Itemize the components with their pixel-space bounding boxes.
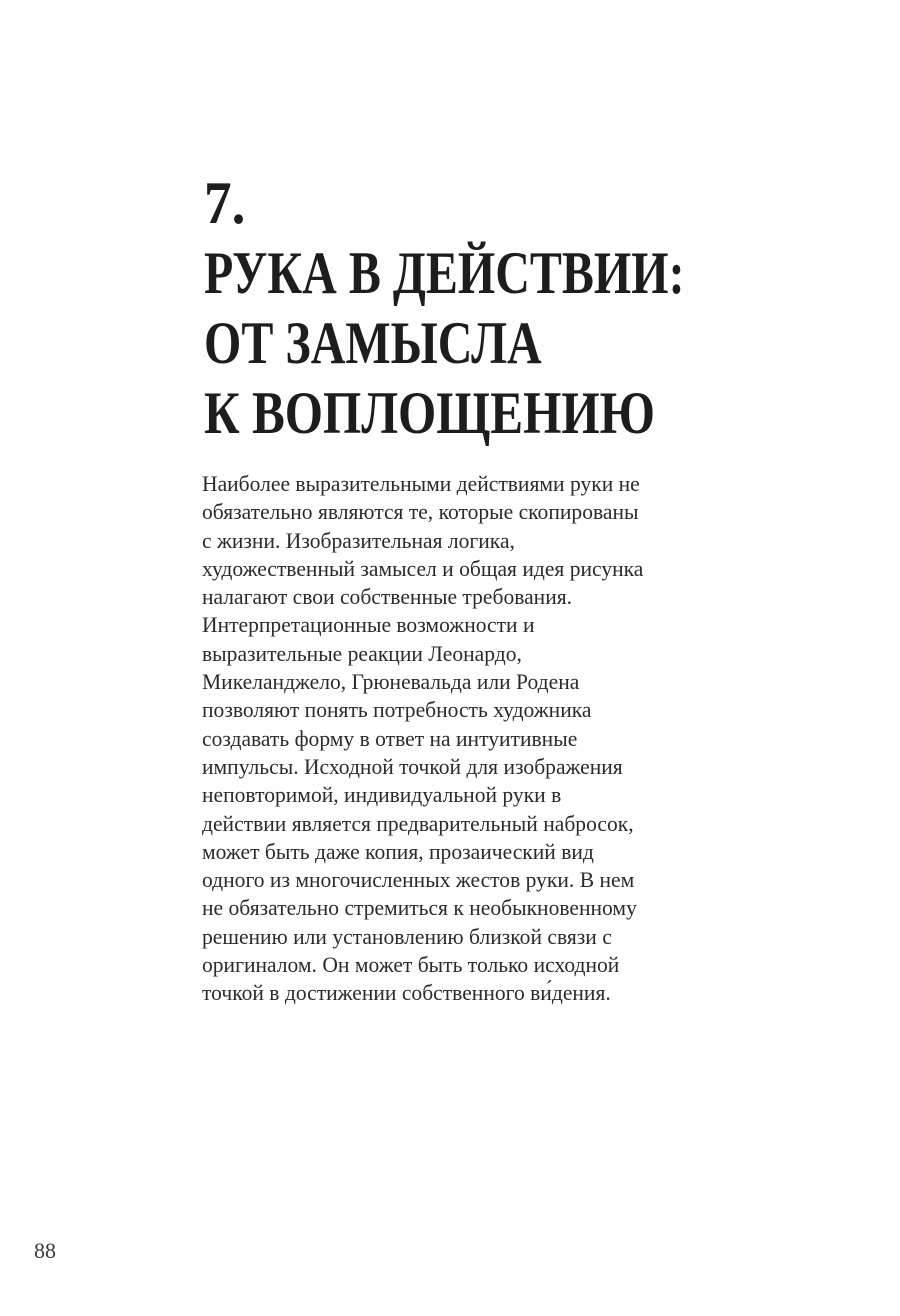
- paragraph-line: Интерпретационные возможности и: [202, 612, 535, 638]
- paragraph-line: неповторимой, индивидуальной руки в: [202, 782, 562, 808]
- paragraph-line: художественный замысел и общая идея рисунка: [202, 555, 644, 581]
- paragraph-line: создавать форму в ответ на интуитивные: [202, 725, 578, 751]
- paragraph-line: Наиболее выразительными действиями руки не: [202, 471, 640, 496]
- chapter-number: 7.: [204, 170, 246, 236]
- paragraph-line: импульсы. Исходной точкой для изображения: [202, 753, 623, 779]
- chapter-intro-paragraph: [202, 470, 802, 1008]
- chapter-title-line: К ВОПЛОЩЕНИЮ: [204, 380, 656, 446]
- paragraph-line: с жизни. Изобразительная логика,: [202, 527, 515, 553]
- paragraph-line: может быть даже копия, прозаический вид: [202, 838, 594, 864]
- paragraph-line: решению или установлению близкой связи с: [202, 923, 612, 949]
- page-number: 88: [34, 1238, 56, 1263]
- paragraph-line: оригиналом. Он может быть только исходной: [202, 952, 620, 978]
- paragraph-line: не обязательно стремиться к необыкновенному: [202, 895, 637, 921]
- chapter-title-line: ОТ ЗАМЫСЛА: [204, 310, 542, 376]
- paragraph-line: одного из многочисленных жестов руки. В нем: [202, 867, 635, 893]
- chapter-title-line: РУКА В ДЕЙСТВИИ:: [204, 240, 685, 306]
- paragraph-line: обязательно являются те, которые скопированы: [202, 499, 639, 525]
- paragraph-line: выразительные реакции Леонардо,: [202, 640, 522, 666]
- chapter-heading: [204, 168, 844, 448]
- paragraph-line: действии является предварительный набросок,: [202, 810, 634, 836]
- paragraph-line: налагают свои собственные требования.: [202, 584, 573, 610]
- paragraph-line: Микеланджело, Грюневальда или Родена: [202, 669, 580, 695]
- paragraph-line: точкой в достижении собственного ви́дения.: [202, 980, 611, 1006]
- paragraph-line: позволяют понять потребность художника: [202, 697, 592, 723]
